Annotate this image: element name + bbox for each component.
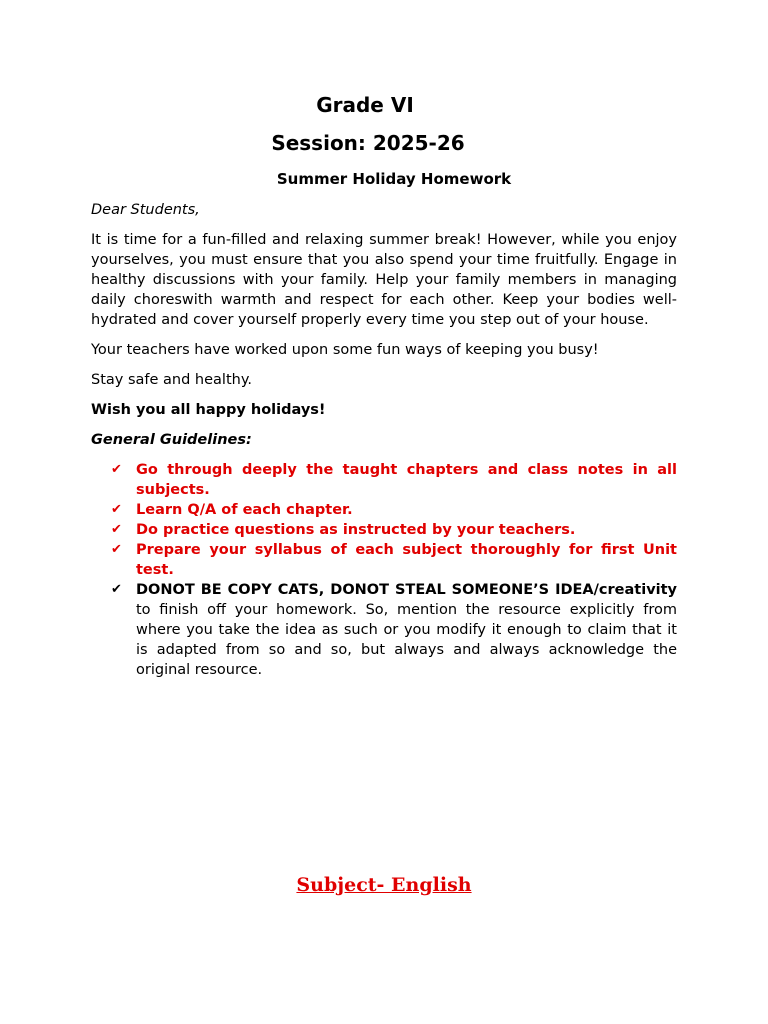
checkmark-icon: ✔ (111, 502, 122, 517)
session-title: Session: 2025-26 (271, 131, 465, 155)
guideline-item-copying (109, 580, 677, 680)
guideline-item (109, 540, 677, 580)
grade-title: Grade VI (316, 93, 414, 117)
guideline-text: Prepare your syllabus of each subject thoroughly for first Unit test. (136, 542, 677, 578)
greeting: Dear Students, (91, 202, 200, 218)
checkmark-icon: ✔ (111, 462, 122, 477)
guideline-text: Go through deeply the taught chapters and class notes in all subjects. (136, 462, 677, 498)
guidelines-list (109, 460, 677, 680)
guideline-text: Do practice questions as instructed by your teachers. (136, 522, 576, 538)
intro-paragraph: It is time for a fun-filled and relaxing summer break! However, while you enjoy yourselves, you must ensure that you also spend your time fruitfully. Engage in healthy discussions with your family. Help your family members in managing daily choreswith warmth and respect for each other. Keep your bodies well-hydrated and cover yourself properly every time you step out of your house. (91, 232, 677, 328)
homework-title: Summer Holiday Homework (276, 170, 512, 188)
teachers-paragraph: Your teachers have worked upon some fun ways of keeping you busy! (91, 342, 599, 358)
guideline-item (109, 500, 677, 520)
guidelines-heading: General Guidelines: (91, 432, 252, 448)
stay-safe-paragraph: Stay safe and healthy. (91, 372, 252, 388)
holiday-wish: Wish you all happy holidays! (91, 402, 326, 418)
guideline-item (109, 460, 677, 500)
guideline-text: Learn Q/A of each chapter. (136, 502, 353, 518)
guideline-rest-text: to finish off your homework. So, mention the resource explicitly from where you take the idea as such or you modify it enough to claim that it is adapted from so and so, but always and always acknowledge the original resource. (136, 602, 677, 678)
guideline-lead-text: DONOT BE COPY CATS, DONOT STEAL SOMEONE’S IDEA/creativity (136, 582, 677, 598)
checkmark-icon: ✔ (111, 582, 122, 597)
checkmark-icon: ✔ (111, 522, 122, 537)
checkmark-icon: ✔ (111, 542, 122, 557)
guideline-item (109, 520, 677, 540)
subject-heading: Subject- English (296, 874, 472, 896)
